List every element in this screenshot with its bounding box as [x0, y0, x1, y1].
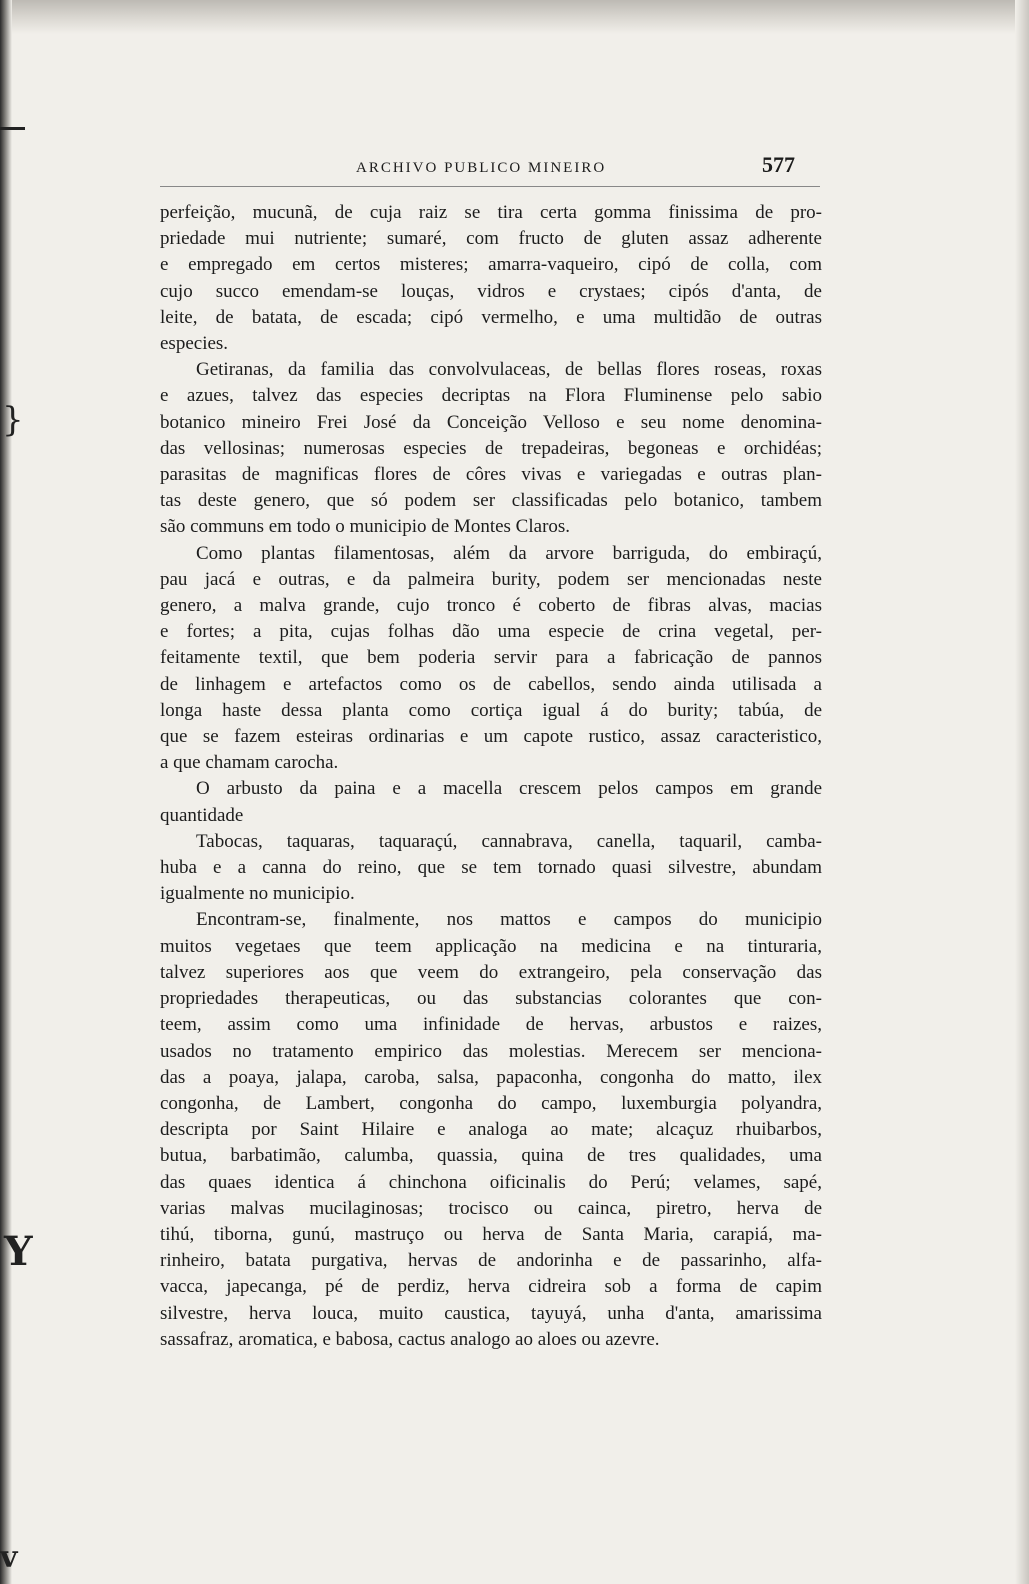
scan-left-edge: [0, 0, 12, 1584]
binding-mark-icon: v: [0, 1540, 18, 1575]
paragraph: [160, 829, 822, 908]
text-line: muitos vegetaes que teem applicação na medicina e na tinturaria,: [160, 935, 822, 957]
text-line: das a poaya, jalapa, caroba, salsa, papaconha, congonha do matto, ilex: [160, 1066, 822, 1088]
scan-right-edge: [1015, 0, 1029, 1584]
paragraph: [160, 357, 822, 540]
page-number: 577: [762, 152, 795, 177]
text-line: teem, assim como uma infinidade de hervas, arbustos e raizes,: [160, 1014, 822, 1036]
text-line: leite, de batata, de escada; cipó vermelho, e uma multidão de outras: [160, 306, 822, 328]
text-line: propriedades therapeuticas, ou das substancias colorantes que con-: [160, 988, 822, 1010]
text-line: descripta por Saint Hilaire e analoga ao mate; alcaçuz rhuibarbos,: [160, 1119, 822, 1141]
text-line: quantidade: [160, 804, 244, 826]
text-line: rinheiro, batata purgativa, hervas de andorinha e de passarinho, alfa-: [160, 1250, 822, 1272]
paragraph: [160, 776, 822, 828]
text-line: Como plantas filamentosas, além da arvore barriguda, do embiraçú,: [196, 542, 822, 564]
body-text: [160, 200, 822, 1353]
paragraph: [160, 541, 822, 777]
scan-top-edge: [0, 0, 1029, 34]
running-title: ARCHIVO PUBLICO MINEIRO: [356, 160, 607, 176]
text-line: Encontram-se, finalmente, nos mattos e campos do municipio: [196, 909, 822, 931]
text-line: das quaes identica á chinchona oificinalis do Perú; velames, sapé,: [160, 1171, 822, 1193]
text-line: varias malvas mucilaginosas; trocisco ou cainca, piretro, herva de: [160, 1197, 822, 1219]
text-line: das vellosinas; numerosas especies de trepadeiras, begoneas e orchidéas;: [160, 437, 822, 459]
text-line: e fortes; a pita, cujas folhas dão uma especie de crina vegetal, per-: [160, 621, 822, 643]
text-line: igualmente no municipio.: [160, 883, 355, 905]
text-line: usados no tratamento empirico das molestias. Merecem ser menciona-: [160, 1040, 822, 1062]
page-header: [160, 152, 820, 186]
text-line: pau jacá e outras, e da palmeira burity, podem ser mencionadas neste: [160, 568, 822, 590]
text-line: perfeição, mucunã, de cuja raiz se tira certa gomma finissima de pro-: [160, 202, 822, 223]
paragraph: [160, 200, 822, 357]
text-line: são communs em todo o municipio de Montes Claros.: [160, 516, 571, 538]
text-line: priedade mui nutriente; sumaré, com fructo de gluten assaz adherente: [160, 228, 822, 250]
text-line: feitamente textil, que bem poderia servir para a fabricação de pannos: [160, 647, 822, 669]
binding-mark-icon: Y: [4, 1228, 33, 1275]
text-line: cujo succo emendam-se louças, vidros e crystaes; cipós d'anta, de: [160, 280, 822, 302]
text-line: longa haste dessa planta como cortiça igual á do burity; tabúa, de: [160, 699, 822, 721]
text-line: huba e a canna do reino, que se tem tornado quasi silvestre, abundam: [160, 857, 822, 879]
text-line: sassafraz, aromatica, e babosa, cactus analogo ao aloes ou azevre.: [160, 1328, 660, 1350]
text-line: botanico mineiro Frei José da Conceição Velloso e seu nome denomina-: [160, 411, 822, 433]
text-line: especies.: [160, 333, 229, 355]
text-line: tas deste genero, que só podem ser classificadas pelo botanico, tambem: [160, 490, 822, 512]
text-line: silvestre, herva louca, muito caustica, tayuyá, unha d'anta, amarissima: [160, 1302, 822, 1324]
text-line: que se fazem esteiras ordinarias e um capote rustico, assaz caracteristico,: [160, 726, 822, 748]
text-line: e empregado em certos misteres; amarra-vaqueiro, cipó de colla, com: [160, 254, 822, 276]
text-line: parasitas de magnificas flores de côres vivas e variegadas e outras plan-: [160, 464, 822, 486]
text-line: e azues, talvez das especies decriptas na Flora Fluminense pelo sabio: [160, 385, 822, 407]
text-line: congonha, de Lambert, congonha do campo, luxemburgia polyandra,: [160, 1092, 822, 1114]
text-line: Getiranas, da familia das convolvulaceas, de bellas flores roseas, roxas: [196, 359, 822, 381]
text-line: vacca, japecanga, pé de perdiz, herva cidreira sob a forma de capim: [160, 1276, 822, 1298]
text-line: de linhagem e artefactos como os de cabellos, sendo ainda utilisada a: [160, 673, 822, 695]
text-line: genero, a malva grande, cujo tronco é coberto de fibras alvas, macias: [160, 595, 822, 617]
text-line: tihú, tiborna, gunú, mastruço ou herva de Santa Maria, carapiá, ma-: [160, 1223, 822, 1245]
text-line: O arbusto da paina e a macella crescem pelos campos em grande: [196, 778, 822, 800]
text-line: butua, barbatimão, calumba, quassia, quina de tres qualidades, uma: [160, 1145, 822, 1167]
text-line: a que chamam carocha.: [160, 752, 339, 774]
text-line: talvez superiores aos que veem do extrangeiro, pela conservação das: [160, 961, 822, 983]
binding-mark-icon: ⎯: [0, 95, 25, 153]
paragraph: [160, 907, 822, 1352]
text-line: Tabocas, taquaras, taquaraçú, cannabrava, canella, taquaril, camba-: [196, 830, 822, 852]
header-rule: [160, 186, 820, 187]
binding-bracket-icon: }: [2, 400, 24, 440]
